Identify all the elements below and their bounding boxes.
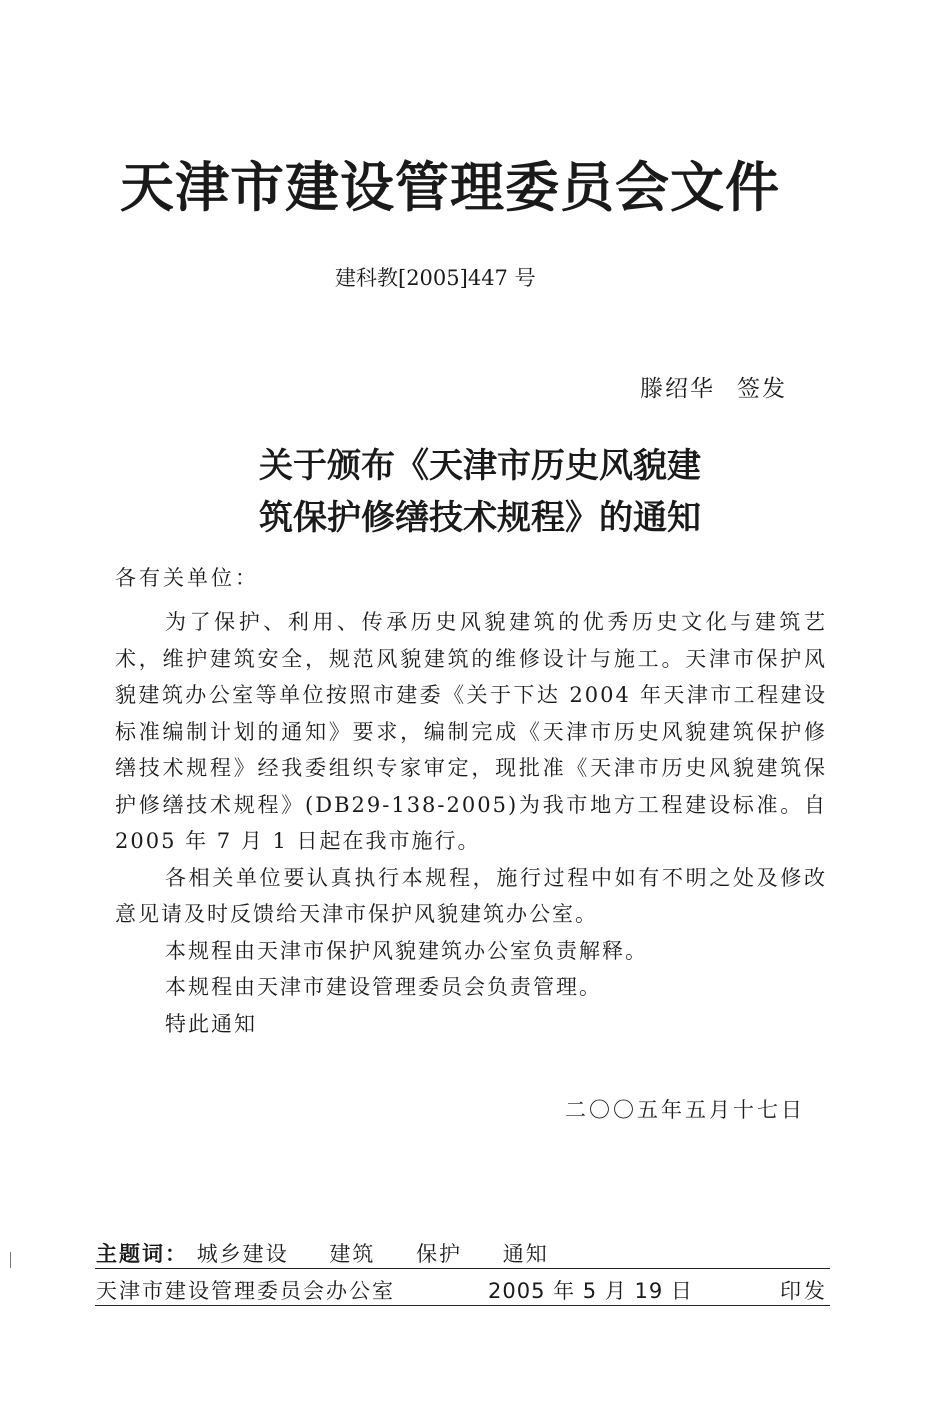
keyword-item: 通知 bbox=[502, 1242, 549, 1266]
footer-divider-top bbox=[95, 1268, 830, 1269]
body-paragraph-3: 本规程由天津市保护风貌建筑办公室负责解释。 bbox=[165, 938, 648, 963]
salutation: 各有关单位： bbox=[115, 566, 259, 590]
document-header-title: 天津市建设管理委员会文件 bbox=[120, 155, 780, 219]
issued-label: 印发 bbox=[780, 1279, 828, 1303]
scan-artifact-mark bbox=[10, 1252, 11, 1268]
body-paragraph-4: 本规程由天津市建设管理委员会负责管理。 bbox=[165, 975, 602, 999]
issuing-office: 天津市建设管理委员会办公室 bbox=[96, 1279, 395, 1303]
issue-date: 2005 年 5 月 19 日 bbox=[488, 1279, 693, 1303]
notice-body bbox=[115, 604, 827, 1042]
notice-title-line-1: 关于颁布《天津市历史风貌建 bbox=[259, 446, 701, 486]
keywords-line bbox=[96, 1238, 581, 1268]
keyword-item: 建筑 bbox=[329, 1242, 376, 1266]
notice-title bbox=[200, 440, 760, 544]
signer-action: 签发 bbox=[737, 376, 787, 402]
signer-line bbox=[640, 370, 787, 403]
body-paragraph-5: 特此通知 bbox=[165, 1011, 257, 1036]
keyword-item: 城乡建设 bbox=[196, 1242, 289, 1266]
signing-date: 二〇〇五年五月十七日 bbox=[565, 1098, 805, 1122]
body-paragraph-1: 为了保护、利用、传承历史风貌建筑的优秀历史文化与建筑艺术，维护建筑安全，规范风貌建筑的维修设计与施工。天津市保护风貌建筑办公室等单位按照市建委《关于下达 2004 年天津市工程建设标准编制计划的通知》要求，编制完成《天津市历史风貌建筑保护修缮技术规程》经我委组织专家审定，现批准《天津市历史风貌建筑保护修缮技术规程》(DB29-138-2005)为我市地方工程建设标准。自 2005 年 7 月 1 日起在我市施行。 bbox=[115, 610, 827, 853]
document-number: 建科教[2005]447 号 bbox=[335, 266, 536, 290]
keyword-item: 保护 bbox=[416, 1242, 463, 1266]
body-paragraph-2: 各相关单位要认真执行本规程，施行过程中如有不明之处及修改意见请及时反馈给天津市保护风貌建筑办公室。 bbox=[115, 865, 827, 926]
signer-name: 滕绍华 bbox=[640, 376, 715, 402]
notice-title-line-2: 筑保护修缮技术规程》的通知 bbox=[259, 498, 701, 538]
footer-divider-bottom bbox=[95, 1305, 830, 1306]
keywords-label: 主题词： bbox=[96, 1242, 188, 1266]
